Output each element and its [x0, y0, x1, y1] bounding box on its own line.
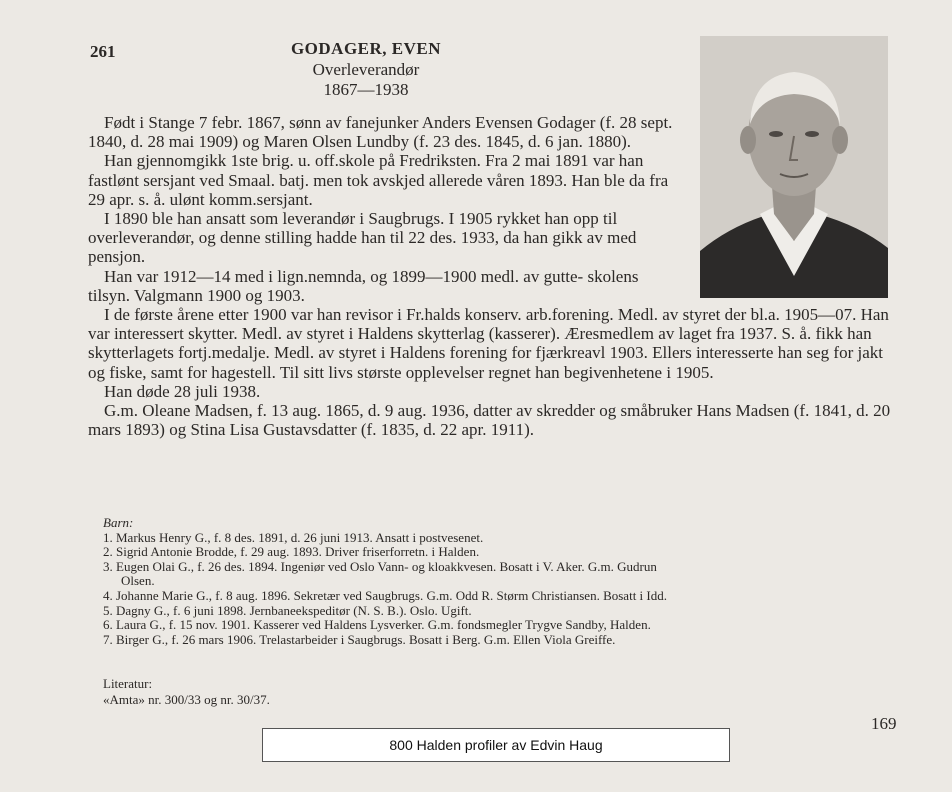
caption-text: 800 Halden profiler av Edvin Haug [389, 737, 603, 753]
child-row-continuation: Olsen. [121, 573, 155, 589]
child-row: 2. Sigrid Antonie Brodde, f. 29 aug. 1893. Driver friserforretn. i Halden. [103, 544, 480, 560]
paragraph-military: Han gjennomgikk 1ste brig. u. off.skole på Fredriksten. Fra 2 mai 1891 var han fastlønt sersjant ved Smaal. batj. men tok avskjed allerede våren 1893. Han ble da fra 29 apr. s. å. ulønt komm.sersjant. [88, 151, 669, 209]
children-label: Barn: [103, 515, 134, 530]
child-row: 3. Eugen Olai G., f. 26 des. 1894. Ingeniør ved Oslo Vann- og kloakkvesen. Bosatt i V. Aker. G.m. Gudrun [103, 558, 657, 574]
child-row: 5. Dagny G., f. 6 juni 1898. Jernbaneekspeditør (N. S. B.). Oslo. Ugift. [103, 602, 472, 618]
paragraph-birth: Født i Stange 7 febr. 1867, sønn av fanejunker Anders Evensen Godager (f. 28 sept. 1840, d. 28 mai 1909) og Maren Olsen Lundby (f. 23 des. 1845, d. 6 jan. 1880). [88, 113, 673, 152]
literature-section [103, 676, 270, 708]
children-list [103, 516, 903, 647]
paragraph-marriage: G.m. Oleane Madsen, f. 13 aug. 1865, d. 9 aug. 1936, datter av skredder og småbruker Hans Madsen (f. 1841, d. 20 mars 1893) og Stina Lisa Gustavsdatter (f. 1835, d. 22 apr. 1911). [88, 401, 891, 440]
paragraph-interests: I de første årene etter 1900 var han revisor i Fr.halds konserv. arb.forening. Medl. av styret der bl.a. 1905—07. Han var interessert skytter. Medl. av styret i Haldens skytterlag (kasserer). Æresmedlem av laget fra 1937. S. å. fikk han skytterlagets fortj.medalje. Medl. av styret i Haldens forening for fjærkreavl 1903. Ellers interesserte han seg for jakt og fiske, samt for hagestell. Til sitt livs største opplevelser regnet han begivenhetene i 1905. [88, 305, 889, 382]
caption-box [262, 728, 730, 762]
child-row: 6. Laura G., f. 15 nov. 1901. Kasserer ved Haldens Lysverker. G.m. fondsmegler Trygve Sandby, Halden. [103, 617, 651, 633]
child-row: 1. Markus Henry G., f. 8 des. 1891, d. 26 juni 1913. Ansatt i postvesenet. [103, 529, 484, 545]
occupation: Overleverandør [312, 60, 420, 79]
person-name: GODAGER, EVEN [290, 39, 442, 58]
child-row: 4. Johanne Marie G., f. 8 aug. 1896. Sekretær ved Saugbrugs. G.m. Odd R. Størm Christiansen. Bosatt i Idd. [103, 587, 667, 603]
literature-label: Literatur: [103, 676, 153, 691]
biography-text [88, 113, 900, 439]
entry-number: 261 [90, 42, 116, 61]
paragraph-death: Han døde 28 juli 1938. [104, 381, 261, 401]
paragraph-civic: Han var 1912—14 med i lign.nemnda, og 1899—1900 medl. av gutte- skolens tilsyn. Valgmann 1900 og 1903. [88, 266, 639, 305]
paragraph-career: I 1890 ble han ansatt som leverandør i Saugbrugs. I 1905 rykket han opp til overleverandør, og denne stilling hadde han til 22 des. 1933, da han gikk av med pensjon. [88, 209, 637, 267]
literature-reference: «Amta» nr. 300/33 og nr. 30/37. [103, 692, 270, 707]
entry-header [250, 38, 482, 100]
life-years: 1867—1938 [323, 80, 409, 99]
page-number: 169 [871, 714, 897, 733]
child-row: 7. Birger G., f. 26 mars 1906. Trelastarbeider i Saugbrugs. Bosatt i Berg. G.m. Ellen Viola Greiffe. [103, 631, 616, 647]
